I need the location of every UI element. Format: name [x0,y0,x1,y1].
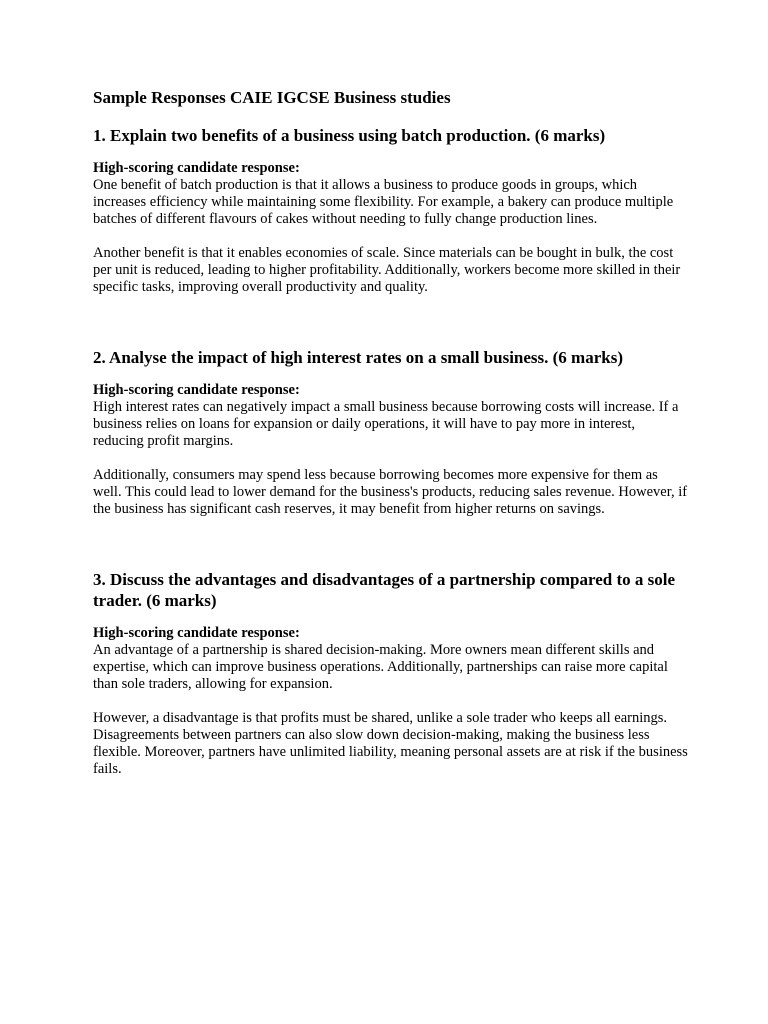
question-section-1 [93,125,688,296]
response-label: High-scoring candidate response: [93,160,300,176]
response-label: High-scoring candidate response: [93,625,300,641]
response-paragraph: High interest rates can negatively impact a small business because borrowing costs will increase. If a business relies on loans for expansion or daily operations, it will have to pay more in interest, reducing profit margins. [93,399,679,449]
response-paragraph: However, a disadvantage is that profits must be shared, unlike a sole trader who keeps all earnings. Disagreements between partners can also slow down decision-making, making the business less flexible. Moreover, partners have unlimited liability, meaning personal assets are at risk if the business fails. [93,710,688,777]
response-paragraph: Additionally, consumers may spend less because borrowing becomes more expensive for them as well. This could lead to lower demand for the business's products, reducing sales revenue. However, if the business has significant cash reserves, it may benefit from higher returns on savings. [93,467,688,517]
question-heading: 3. Discuss the advantages and disadvantages of a partnership compared to a sole trader. (6 marks) [93,570,675,610]
question-section-3 [93,569,688,778]
response-paragraph: One benefit of batch production is that it allows a business to produce goods in groups, which increases efficiency while maintaining some flexibility. For example, a bakery can produce multiple batches of different flavours of cakes without needing to fully change production lines. [93,177,674,227]
document-title: Sample Responses CAIE IGCSE Business studies [93,88,451,107]
question-heading: 2. Analyse the impact of high interest rates on a small business. (6 marks) [93,348,623,367]
question-heading: 1. Explain two benefits of a business using batch production. (6 marks) [93,126,606,145]
question-section-2 [93,347,688,518]
response-paragraph: Another benefit is that it enables economies of scale. Since materials can be bought in bulk, the cost per unit is reduced, leading to higher profitability. Additionally, workers become more skilled in their specific tasks, improving overall productivity and quality. [93,245,681,295]
response-paragraph: An advantage of a partnership is shared decision-making. More owners mean different skills and expertise, which can improve business operations. Additionally, partnerships can raise more capital than sole traders, allowing for expansion. [93,642,668,692]
response-label: High-scoring candidate response: [93,382,300,398]
